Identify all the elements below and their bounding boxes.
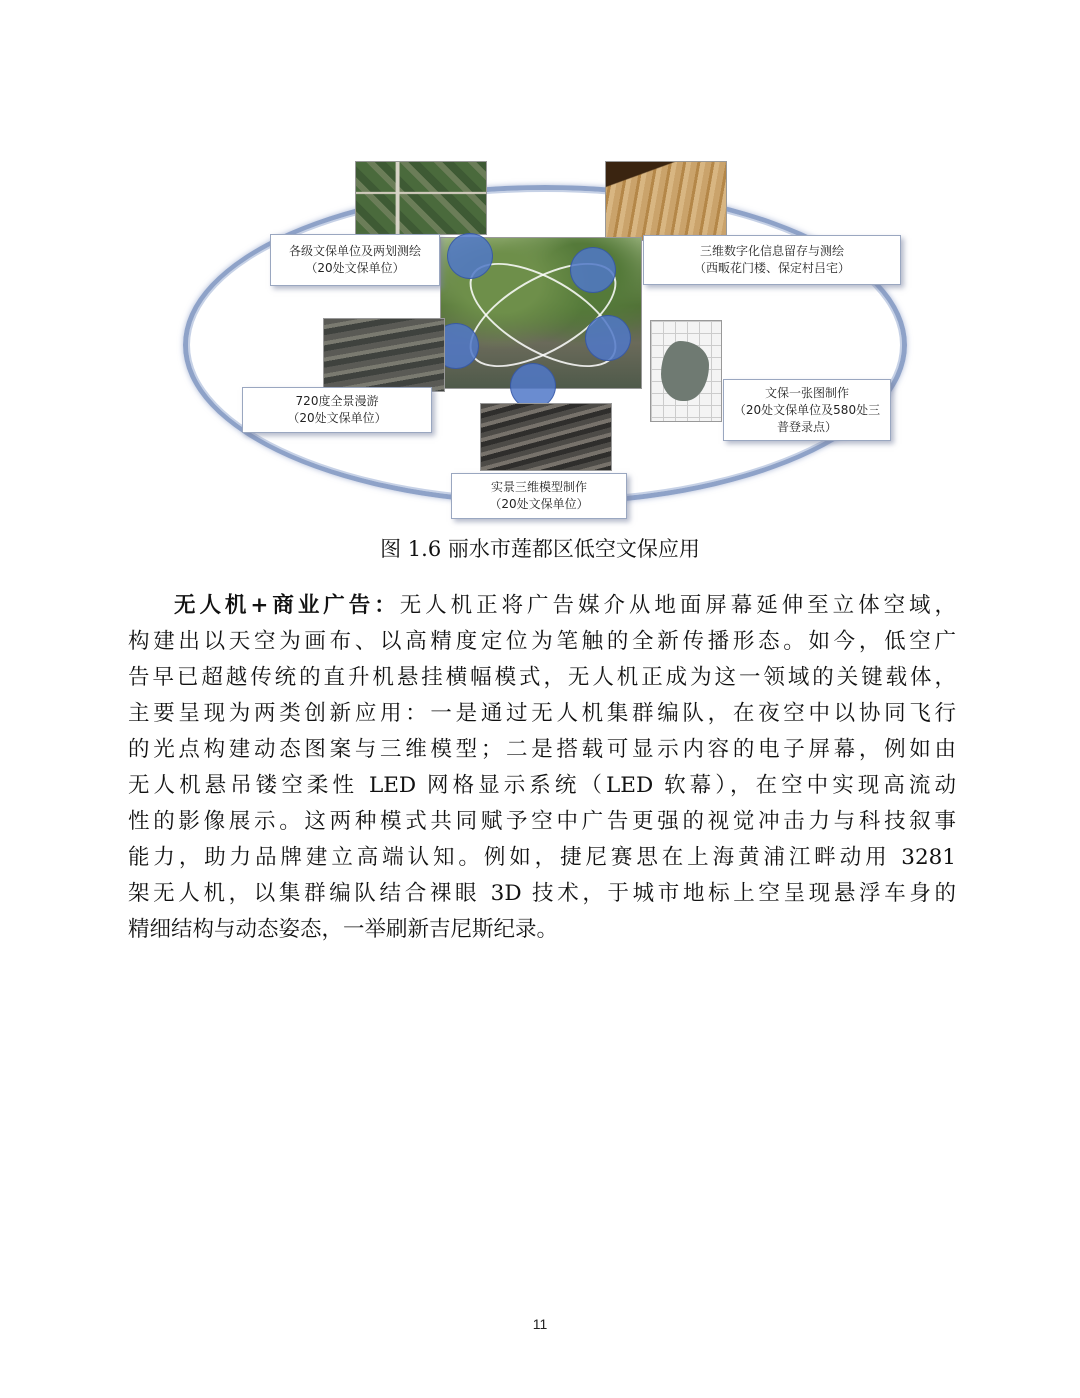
label-3d-digitization (643, 235, 901, 285)
label-survey (270, 234, 440, 286)
label-line: （20处文保单位） (305, 261, 405, 275)
panorama-photo (323, 318, 445, 392)
label-line: 720度全景漫游 (295, 394, 379, 408)
paragraph-line: 构建出以天空为画布、以高精度定位为笔触的全新传播形态。如今，低空广 (128, 629, 956, 654)
node-circle (570, 247, 616, 293)
label-line: （20处文保单位） (287, 411, 387, 425)
label-panorama (242, 387, 432, 433)
paragraph-line (128, 588, 956, 624)
label-one-map (723, 379, 891, 441)
figure (175, 155, 915, 525)
paragraph-line: 的光点构建动态图案与三维模型；二是搭载可显示内容的电子屏幕，例如由 (128, 737, 956, 762)
paragraph-line: 性的影像展示。这两种模式共同赋予空中广告更强的视觉冲击力与科技叙事 (128, 809, 956, 834)
paragraph-line: 架无人机，以集群编队结合裸眼 3D 技术，于城市地标上空呈现悬浮车身的 (128, 881, 956, 906)
paragraph-line: 无人机悬吊镂空柔性 LED 网格显示系统（LED 软幕），在空中实现高流动 (128, 773, 956, 798)
label-line: （20处文保单位及580处三 (733, 402, 881, 417)
village-3d-photo (480, 403, 612, 471)
line-text: 无人机正将广告媒介从地面屏幕延伸至立体空域， (399, 593, 956, 618)
ancient-book-photo (605, 161, 727, 241)
page-number: 11 (532, 1316, 548, 1332)
paragraph-line: 能力，助力品牌建立高端认知。例如，捷尼赛思在上海黄浦江畔动用 3281 (128, 845, 956, 870)
paragraph-line: 精细结构与动态姿态，一举刷新吉尼斯纪录。 (128, 917, 559, 942)
node-circle (585, 315, 631, 361)
label-line: 各级文保单位及两划测绘 (288, 244, 421, 258)
node-circle (447, 233, 493, 279)
label-line: （20处文保单位） (489, 497, 589, 511)
label-line: 文保一张图制作 (764, 385, 849, 400)
label-realscene-3d (451, 473, 627, 519)
paragraph-line: 告早已超越传统的直升机悬挂横幅模式，无人机正成为这一领域的关键载体， (128, 665, 956, 690)
label-line: 三维数字化信息留存与测绘 (699, 244, 844, 258)
bold-lead: 无人机+商业广告： (174, 593, 400, 618)
heritage-map-image (650, 320, 722, 422)
label-line: （西畈花门楼、保定村吕宅） (693, 261, 850, 275)
label-line: 实景三维模型制作 (490, 480, 587, 494)
body-paragraph (128, 588, 956, 948)
figure-caption: 图 1.6 丽水市莲都区低空文保应用 (380, 537, 700, 561)
label-line: 普登录点） (776, 419, 837, 434)
paragraph-line: 主要呈现为两类创新应用：一是通过无人机集群编队，在夜空中以协同飞行 (128, 701, 956, 726)
aerial-map-photo (355, 161, 487, 235)
